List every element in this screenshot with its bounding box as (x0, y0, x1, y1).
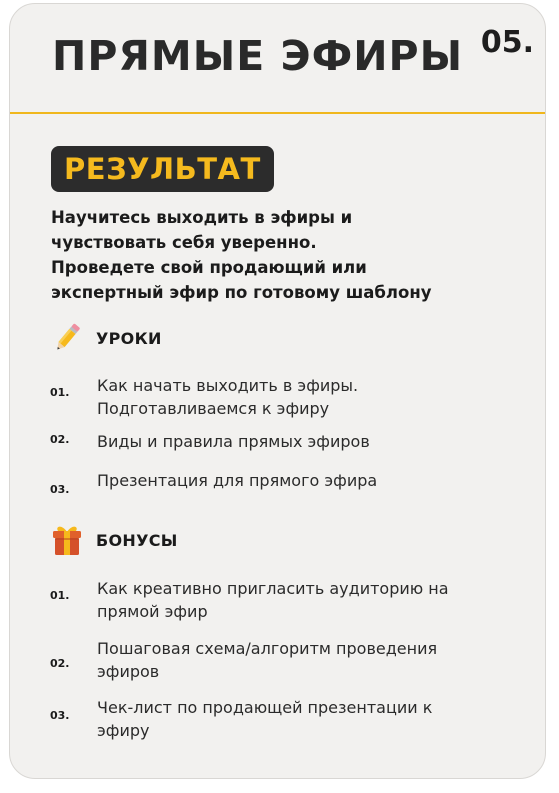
module-number: 05. (480, 25, 534, 60)
result-description-line: экспертный эфир по готовому шаблону (51, 283, 432, 302)
bonus-item-number: 02. (50, 657, 70, 670)
lesson-item-number: 02. (50, 433, 70, 446)
result-description-line: Проведете свой продающий или (51, 258, 367, 277)
module-card (9, 3, 546, 779)
lesson-item-line: Как начать выходить в эфиры. (97, 376, 359, 395)
result-description-line: Научитесь выходить в эфиры и (51, 208, 353, 227)
bonus-item-line: прямой эфир (97, 602, 208, 621)
bonus-item-line: Чек-лист по продающей презентации к (97, 698, 433, 717)
bonus-item-text (97, 696, 527, 742)
lesson-item-line: Виды и правила прямых эфиров (97, 432, 370, 451)
lesson-item-line: Презентация для прямого эфира (97, 471, 378, 490)
bonus-item-number: 01. (50, 589, 70, 602)
gift-icon (50, 523, 84, 557)
bonuses-heading-label: БОНУСЫ (96, 530, 178, 550)
lessons-heading-label: УРОКИ (96, 328, 162, 348)
bonus-item-line: эфиров (97, 662, 160, 681)
lesson-item-text (97, 469, 527, 492)
card-header (10, 4, 545, 114)
bonus-item-text (97, 637, 527, 683)
result-badge (51, 146, 274, 192)
lesson-item-text (97, 374, 527, 420)
pencil-icon (50, 321, 84, 355)
page-title: ПРЯМЫЕ ЭФИРЫ (52, 32, 464, 80)
bonuses-heading (50, 523, 178, 557)
bonus-item-number: 03. (50, 709, 70, 722)
bonus-item-line: эфиру (97, 721, 150, 740)
lesson-item-text (97, 430, 527, 453)
bonus-item-line: Как креативно пригласить аудиторию на (97, 579, 449, 598)
result-badge-label: РЕЗУЛЬТАТ (64, 151, 261, 186)
lessons-heading (50, 321, 162, 355)
result-description-line: чувствовать себя уверенно. (51, 233, 317, 252)
result-description (51, 205, 531, 305)
bonus-item-line: Пошаговая схема/алгоритм проведения (97, 639, 438, 658)
lesson-item-line: Подготавливаемся к эфиру (97, 399, 330, 418)
lesson-item-number: 03. (50, 483, 70, 496)
lesson-item-number: 01. (50, 386, 70, 399)
bonus-item-text (97, 577, 527, 623)
